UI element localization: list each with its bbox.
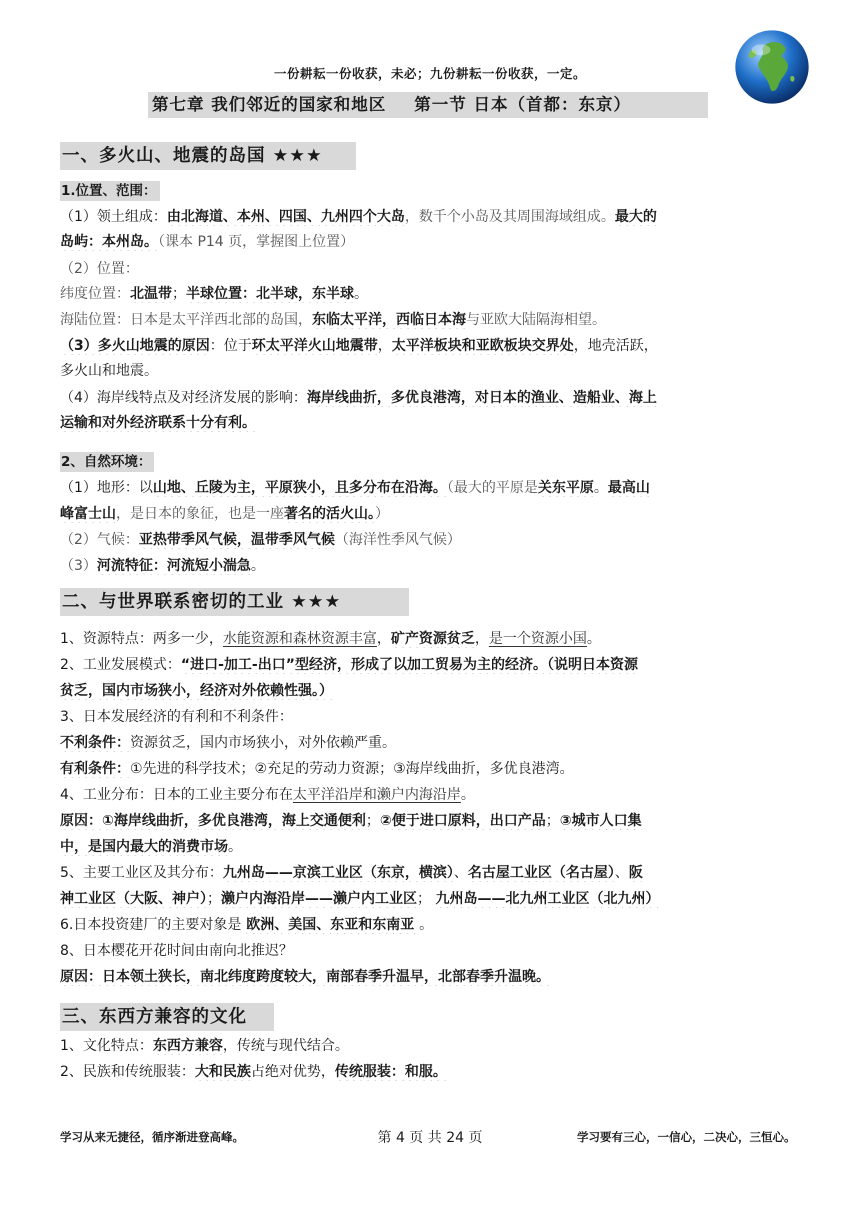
text-line: 有利条件：①先进的科学技术；②充足的劳动力资源；③海岸线曲折，多优良港湾。	[60, 761, 574, 777]
footer-left-motto: 学习从来无捷径，循序渐进登高峰。	[60, 1130, 244, 1144]
text-line: 6.日本投资建厂的主要对象是 欧洲、美国、东亚和东南亚 。	[60, 917, 434, 933]
subheading-position: 1.位置、范围：	[60, 181, 160, 201]
section-title: 第一节 日本（首都：东京）	[414, 95, 631, 114]
top-motto: 一份耕耘一份收获，未必；九份耕耘一份收获，一定。	[273, 66, 586, 81]
footer-right-motto: 学习要有三心，一信心，二决心，三恒心。	[577, 1130, 796, 1144]
chapter-title: 第七章 我们邻近的国家和地区	[152, 95, 387, 114]
text-line: （3）多火山地震的原因：位于环太平洋火山地震带，太平洋板块和亚欧板块交界处，地壳活跃，	[60, 338, 658, 354]
text-line: 2、民族和传统服装：大和民族占绝对优势，传统服装：和服。	[60, 1064, 447, 1080]
text-line: 1、文化特点：东西方兼容，传统与现代结合。	[60, 1038, 349, 1054]
chapter-title-bar	[148, 92, 708, 118]
text-line: （3）河流特征：河流短小湍急。	[60, 558, 265, 574]
text-line: 峰富士山，是日本的象征，也是一座著名的活火山。）	[60, 506, 389, 522]
section-heading-3: 三、东西方兼容的文化	[60, 1003, 274, 1031]
text-line: 原因：日本领土狭长，南北纬度跨度较大，南部春季升温早，北部春季升温晚。	[60, 969, 550, 985]
text-line: 2、工业发展模式：“进口-加工-出口”型经济，形成了以加工贸易为主的经济。（说明日本资源	[60, 657, 638, 673]
text-line: （1）领土组成：由北海道、本州、四国、九州四个大岛，数千个小岛及其周围海域组成。最大的	[60, 209, 657, 225]
text-line: 4、工业分布：日本的工业主要分布在太平洋沿岸和濑户内海沿岸。	[60, 787, 475, 803]
subheading-environment: 2、自然环境：	[60, 452, 154, 472]
text-line: 不利条件：资源贫乏，国内市场狭小，对外依赖严重。	[60, 735, 396, 751]
text-line: 8、日本樱花开花时间由南向北推迟？	[60, 943, 293, 959]
text-line: 3、日本发展经济的有利和不利条件：	[60, 709, 293, 725]
text-line: 贫乏，国内市场狭小，经济对外依赖性强。）	[60, 683, 333, 699]
page-number: 第 4 页 共 24 页	[377, 1130, 483, 1146]
text-line: （1）地形：以山地、丘陵为主，平原狭小，且多分布在沿海。（最大的平原是关东平原。最高山	[60, 480, 650, 496]
text-line: 多火山和地震。	[60, 363, 158, 379]
text-line: 1、资源特点：两多一少，水能资源和森林资源丰富，矿产资源贫乏，是一个资源小国。	[60, 631, 601, 647]
text-line: 原因：①海岸线曲折，多优良港湾，海上交通便利；②便于进口原料，出口产品；③城市人口集	[60, 813, 642, 829]
text-line: 纬度位置：北温带；半球位置：北半球，东半球。	[60, 286, 368, 302]
text-line: 神工业区（大阪、神户）；濑户内海沿岸——濑户内工业区； 九州岛——北九州工业区（北九州）	[60, 891, 660, 907]
text-line: 海陆位置：日本是太平洋西北部的岛国，东临太平洋，西临日本海与亚欧大陆隔海相望。	[60, 312, 606, 328]
text-line: （4）海岸线特点及对经济发展的影响：海岸线曲折，多优良港湾，对日本的渔业、造船业、海上	[60, 390, 657, 406]
text-line: 岛屿：本州岛。（课本 P14 页，掌握图上位置）	[60, 234, 355, 250]
globe-icon	[733, 28, 811, 106]
text-line: 运输和对外经济联系十分有利。	[60, 415, 256, 431]
text-line: （2）气候：亚热带季风气候，温带季风气候（海洋性季风气候）	[60, 532, 461, 548]
section-heading-2: 二、与世界联系密切的工业 ★★★	[60, 588, 409, 616]
text-line: （2）位置：	[60, 261, 139, 277]
text-line: 中，是国内最大的消费市场。	[60, 839, 242, 855]
text-line: 5、主要工业区及其分布：九州岛——京滨工业区（东京，横滨）、名古屋工业区（名古屋）、阪	[60, 865, 643, 881]
section-heading-1: 一、多火山、地震的岛国 ★★★	[60, 142, 356, 170]
